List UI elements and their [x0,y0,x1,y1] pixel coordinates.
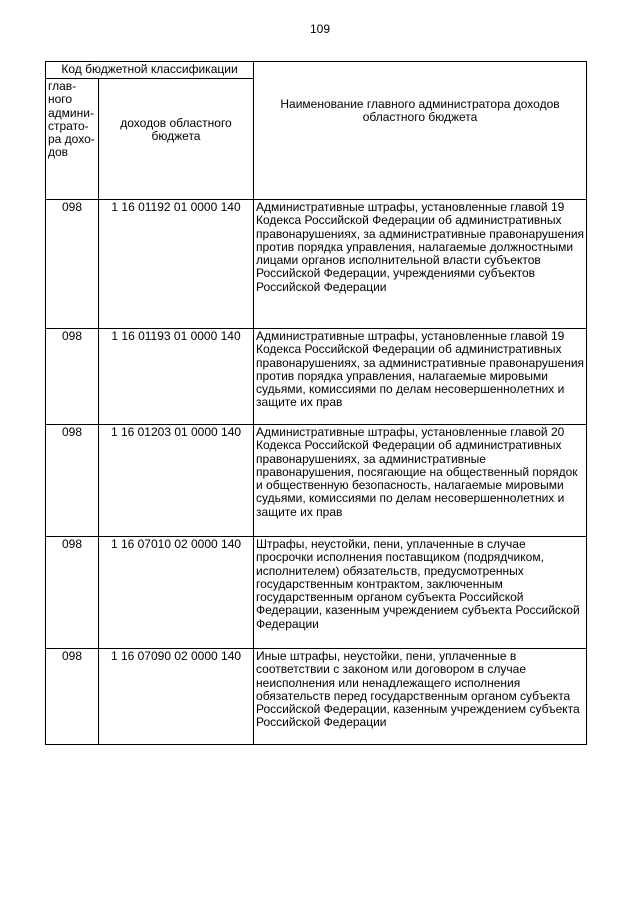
table-row [46,425,587,537]
admin-code-cell: 098 [46,537,99,649]
admin-code-cell: 098 [46,425,99,537]
income-name-cell: Административные штрафы, установленные главой 20 Кодекса Российской Федерации об административных правонарушениях, за административные правонарушения, посягающие на общественный порядок и общественную безопасность, налагаемые мировыми судьями, комиссиями по делам несовершеннолетних и защите их прав [254,425,587,537]
header-admin-code-label: глав- ного админи- страто- ра дохо- дов [48,79,95,160]
header-budget-classification-code: Код бюджетной классификации [46,62,254,79]
table-row [46,649,587,745]
page-number: 109 [309,22,331,36]
income-code-cell: 1 16 01193 01 0000 140 [99,329,254,425]
admin-code-cell: 098 [46,200,99,329]
budget-classification-table [45,61,587,745]
income-name-cell: Штрафы, неустойки, пени, уплаченные в случае просрочки исполнения поставщиком (подрядчиком, исполнителем) обязательств, предусмотренных государственным контрактом, заключенным государственным органом субъекта Российской Федерации, казенным учреждением субъекта Российской Федерации [254,537,587,649]
income-name-cell: Иные штрафы, неустойки, пени, уплаченные в соответствии с законом или договором в случае неисполнения или ненадлежащего исполнения обязательств перед государственным органом субъекта Российской Федерации, казенным учреждением субъекта Российской Федерации [254,649,587,745]
table-row [46,329,587,425]
income-name-cell: Административные штрафы, установленные главой 19 Кодекса Российской Федерации об административных правонарушениях, за административные правонарушения против порядка управления, налагаемые должностными лицами органов исполнительной власти субъектов Российской Федерации, учреждениями субъектов Российской Федерации [254,200,587,329]
income-code-cell: 1 16 01203 01 0000 140 [99,425,254,537]
income-code-cell: 1 16 01192 01 0000 140 [99,200,254,329]
header-admin-code [46,79,99,200]
admin-code-cell: 098 [46,329,99,425]
table-row [46,200,587,329]
income-name-cell: Административные штрафы, установленные главой 19 Кодекса Российской Федерации об административных правонарушениях, за административные правонарушения против порядка управления, налагаемые мировыми судьями, комиссиями по делам несовершеннолетних и защите их прав [254,329,587,425]
header-administrator-name-label: Наименование главного администратора доходов областного бюджета [280,97,560,125]
income-code-cell: 1 16 07010 02 0000 140 [99,537,254,649]
header-income-code-label: доходов областного бюджета [120,116,232,144]
header-administrator-name [254,62,587,200]
admin-code-cell: 098 [46,649,99,745]
header-income-code [99,79,254,200]
income-code-cell: 1 16 07090 02 0000 140 [99,649,254,745]
table-row [46,537,587,649]
